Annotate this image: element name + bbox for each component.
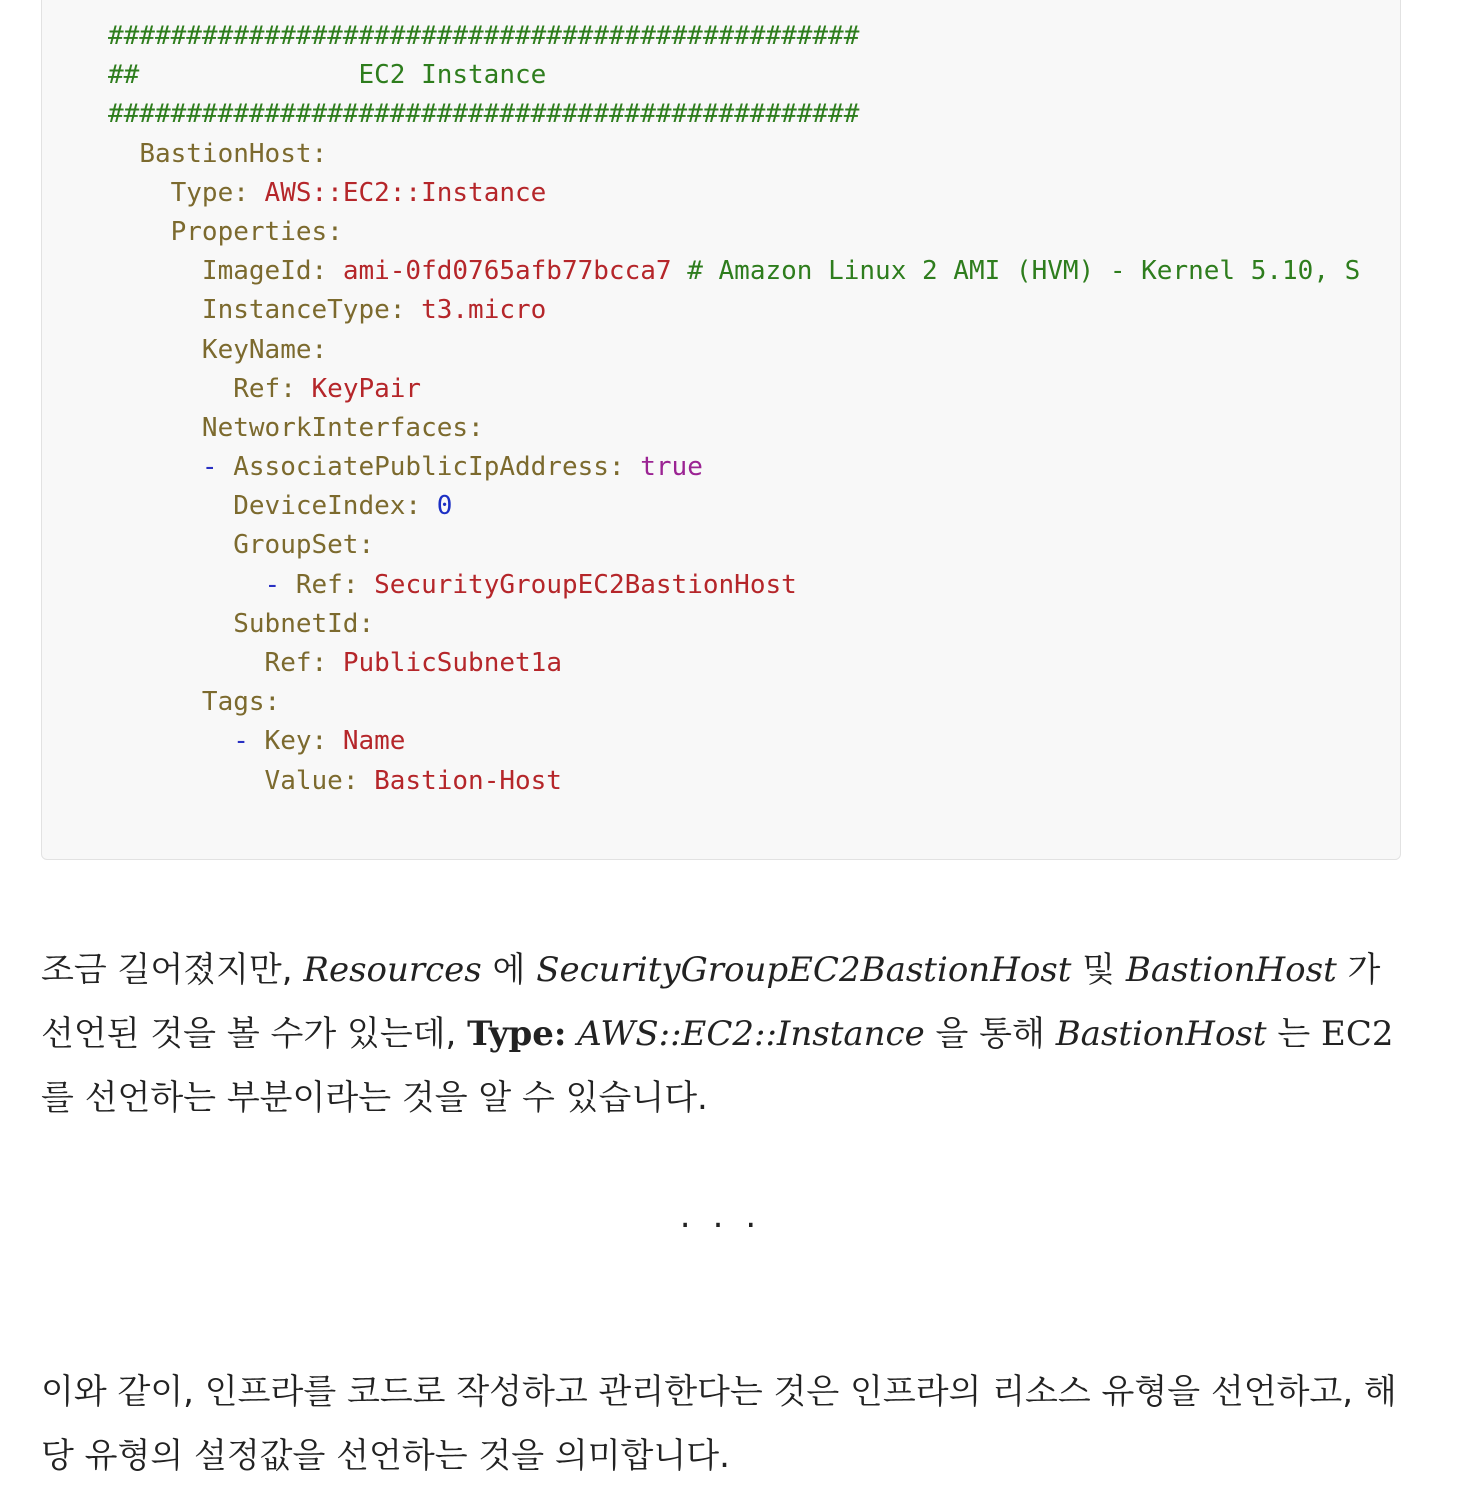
text-run: 에 — [481, 950, 537, 990]
code-line — [108, 566, 1360, 605]
italic-security-group: SecurityGroupEC2BastionHost — [536, 950, 1072, 990]
code-line — [108, 17, 1360, 56]
code-line — [108, 135, 1360, 174]
code-token-key: ImageId: — [201, 256, 343, 287]
code-token-comment: ################################################ — [108, 21, 860, 51]
text-run: 조금 길어졌지만, — [41, 950, 304, 990]
italic-bastion-host: BastionHost — [1055, 1014, 1267, 1054]
yaml-code — [108, 17, 1360, 801]
code-token-comment: # Amazon Linux 2 AMI (HVM) - Kernel 5.10, S — [671, 256, 1361, 287]
code-token-key: InstanceType: — [201, 295, 422, 326]
code-token-str: Name — [342, 726, 406, 757]
code-token-key: BastionHost: — [139, 138, 328, 169]
text-run: 가 선언된 것을 볼 수가 있는데, — [41, 950, 1381, 1054]
code-token-str: t3.micro — [421, 295, 547, 326]
code-token-key: AssociatePublicIpAddress: — [233, 452, 641, 483]
code-token-key: Ref: — [295, 569, 375, 600]
italic-ec2-instance: AWS::EC2::Instance — [577, 1014, 925, 1054]
code-token-key: SubnetId: — [233, 608, 375, 639]
code-line — [108, 409, 1360, 448]
text-run: 를 선언하는 부분이라는 것을 알 수 있습니다. — [41, 1078, 708, 1118]
code-token-str: ami-0fd0765afb77bcca7 — [342, 256, 672, 287]
code-token-str: PublicSubnet1a — [342, 648, 562, 678]
code-line — [108, 56, 1360, 95]
bold-type: Type: — [467, 1014, 567, 1054]
paragraph-explanation — [41, 938, 1411, 1130]
code-token-num: 0 — [436, 491, 453, 522]
code-token-comment: ################################################ — [108, 99, 860, 130]
serif-ec2: EC2 — [1321, 1014, 1394, 1054]
code-line — [108, 526, 1360, 565]
text-run — [566, 1014, 577, 1054]
code-token-key: Ref: — [264, 648, 343, 678]
code-token-key: GroupSet: — [233, 530, 375, 561]
code-line — [108, 605, 1360, 644]
code-token-str: KeyPair — [311, 373, 422, 404]
italic-bastion-host: BastionHost — [1125, 950, 1337, 990]
code-line — [108, 174, 1360, 213]
code-token-key: DeviceIndex: — [233, 491, 437, 522]
code-token-key: KeyName: — [201, 334, 328, 365]
code-token-dash: - — [233, 726, 265, 757]
code-token-dash: - — [264, 569, 296, 600]
code-token-comment: ## EC2 Instance — [108, 60, 547, 91]
italic-resources: Resources — [303, 950, 482, 990]
code-token-key: Key: — [264, 726, 343, 757]
code-line — [108, 370, 1360, 409]
code-token-key: Properties: — [170, 216, 343, 247]
code-token-key: Ref: — [233, 373, 312, 404]
code-line — [108, 644, 1360, 683]
section-separator: ... — [679, 1196, 779, 1236]
code-token-key: Tags: — [201, 687, 281, 718]
code-token-key: Value: — [264, 765, 375, 796]
code-line — [108, 213, 1360, 252]
code-token-key: Type: — [170, 177, 265, 208]
code-line — [108, 487, 1360, 526]
code-token-str: SecurityGroupEC2BastionHost — [374, 569, 797, 600]
code-line — [108, 331, 1360, 370]
paragraph-conclusion: 이와 같이, 인프라를 코드로 작성하고 관리한다는 것은 인프라의 리소스 유형을 선언하고, 해당 유형의 설정값을 선언하는 것을 의미합니다. — [41, 1372, 1397, 1476]
code-token-bool: true — [640, 452, 703, 483]
code-token-str: AWS::EC2::Instance — [264, 177, 547, 208]
code-token-dash: - — [201, 452, 234, 483]
code-line — [108, 291, 1360, 330]
code-line — [108, 95, 1360, 134]
text-run: 을 통해 — [924, 1014, 1056, 1054]
code-line — [108, 722, 1360, 761]
code-line — [108, 252, 1360, 291]
code-line — [108, 448, 1360, 487]
text-run: 및 — [1071, 950, 1126, 990]
code-line — [108, 683, 1360, 722]
code-line — [108, 762, 1360, 801]
code-token-key: NetworkInterfaces: — [201, 412, 484, 443]
text-run: 는 — [1266, 1014, 1321, 1054]
code-token-str: Bastion-Host — [374, 765, 562, 796]
code-block — [41, 0, 1401, 860]
